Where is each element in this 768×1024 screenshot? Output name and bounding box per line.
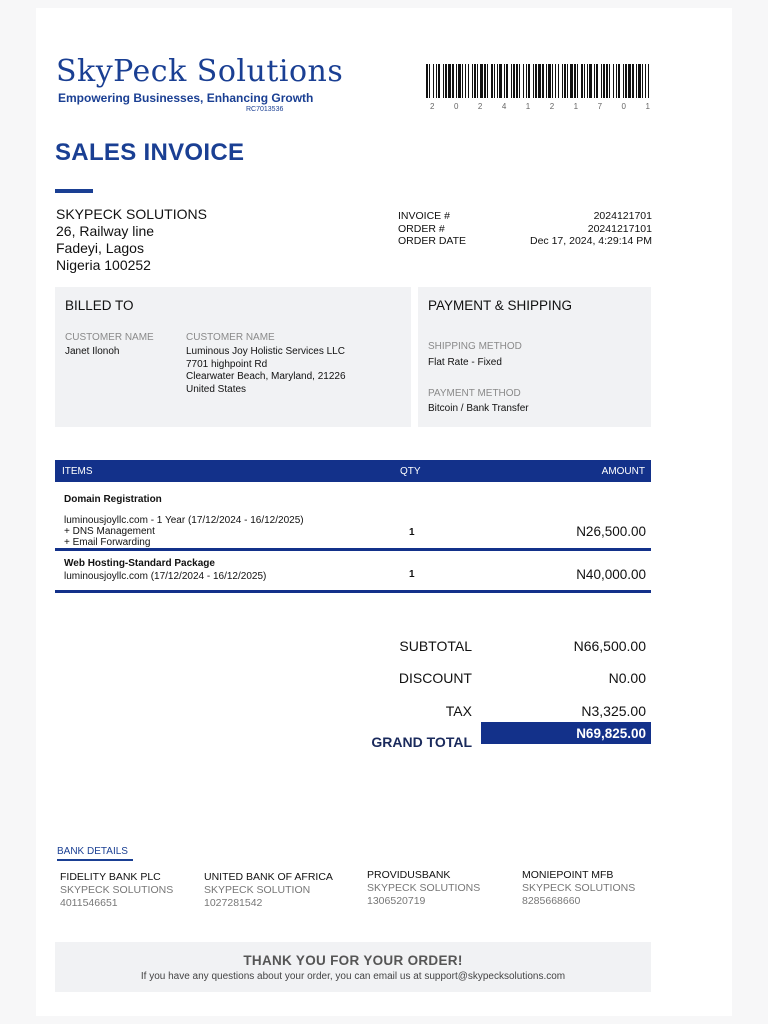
amount-column-header: AMOUNT — [601, 466, 645, 477]
barcode-bar — [533, 64, 534, 98]
item-description-line: + Email Forwarding — [64, 537, 151, 548]
barcode-bar — [429, 64, 430, 98]
barcode-digit: 7 — [597, 102, 603, 111]
item-description-line: luminousjoyllc.com (17/12/2024 - 16/12/2025) — [64, 571, 267, 582]
barcode-bar — [513, 64, 515, 98]
barcode-bar — [589, 64, 592, 98]
barcode-bar — [552, 64, 553, 98]
company-address-line: Nigeria 100252 — [56, 257, 151, 273]
item-description-line: luminousjoyllc.com - 1 Year (17/12/2024 - 16/12/2025) — [64, 515, 304, 526]
barcode-bar — [535, 64, 537, 98]
barcode-bar — [484, 64, 486, 98]
bank-account — [204, 871, 333, 910]
customer-address-line: 7701 highpoint Rd — [186, 358, 268, 370]
barcode-bar — [472, 64, 473, 98]
bank-account — [522, 869, 635, 908]
bank-name: UNITED BANK OF AFRICA — [204, 871, 333, 883]
item-description — [64, 515, 304, 548]
account-number: 1306520719 — [367, 895, 426, 907]
title-accent-bar — [55, 189, 93, 193]
barcode-digit: 4 — [501, 102, 507, 111]
item-amount: N40,000.00 — [576, 567, 646, 582]
barcode-bar — [623, 64, 624, 98]
item-amount: N26,500.00 — [576, 524, 646, 539]
barcode-bar — [609, 64, 610, 98]
barcode-bar — [458, 64, 461, 98]
barcode-bar — [625, 64, 627, 98]
barcode-bar — [616, 64, 617, 98]
billed-to-title: BILLED TO — [65, 298, 134, 313]
barcode-bar — [618, 64, 620, 98]
account-holder: SKYPECK SOLUTIONS — [60, 884, 174, 896]
qty-column-header: QTY — [400, 466, 421, 477]
barcode-digit: 1 — [573, 102, 579, 111]
shipping-method-label: SHIPPING METHOD — [428, 341, 522, 352]
barcode-bar — [497, 64, 498, 98]
account-holder: SKYPECK SOLUTION — [204, 884, 311, 896]
barcode-bar — [468, 64, 469, 98]
payment-shipping-panel — [418, 287, 651, 427]
barcode-bar — [581, 64, 583, 98]
account-holder: SKYPECK SOLUTIONS — [522, 882, 636, 894]
barcode-bar — [584, 64, 585, 98]
barcode-digit: 0 — [621, 102, 626, 111]
bank-account — [60, 871, 173, 910]
barcode-bar — [528, 64, 530, 98]
barcode-bar — [558, 64, 559, 98]
barcode-digit: 0 — [453, 102, 459, 111]
shipping-method: Flat Rate - Fixed — [428, 357, 502, 368]
item-description-line: + DNS Management — [64, 526, 155, 537]
barcode-digits — [430, 102, 650, 111]
barcode-bar — [506, 64, 508, 98]
company-logo-name: SkyPeck Solutions — [56, 54, 344, 89]
invoice-number: 2024121701 — [593, 210, 652, 222]
barcode-bar — [567, 64, 568, 98]
customer-address-line: Luminous Joy Holistic Services LLC — [186, 346, 345, 357]
barcode-bar — [474, 64, 476, 98]
barcode-bar — [548, 64, 551, 98]
table-row — [55, 486, 651, 546]
order-number: 20241217101 — [587, 222, 652, 235]
barcode-bar — [443, 64, 444, 98]
account-holder: SKYPECK SOLUTIONS — [367, 882, 481, 894]
barcode-bar — [601, 64, 602, 98]
payment-method-label: PAYMENT METHOD — [428, 388, 521, 399]
barcode-bar — [511, 64, 512, 98]
invoice-number-label: INVOICE # — [398, 210, 450, 222]
barcode-bar — [519, 64, 520, 98]
barcode — [426, 64, 650, 98]
barcode-bar — [491, 64, 493, 98]
barcode-bar — [426, 64, 428, 98]
barcode-bar — [594, 64, 595, 98]
support-note: If you have any questions about your order, you can email us at support@skypecksolutions.com — [140, 971, 566, 982]
barcode-digit: 1 — [525, 102, 531, 111]
customer-address — [186, 346, 346, 396]
subtotal-value: N66,500.00 — [573, 638, 646, 654]
table-bottom-border — [55, 590, 651, 593]
tax-label: TAX — [445, 703, 472, 719]
barcode-digit: 2 — [477, 102, 483, 111]
order-date-label: ORDER DATE — [398, 235, 467, 247]
subtotal-label: SUBTOTAL — [399, 638, 472, 654]
barcode-bar — [603, 64, 605, 98]
item-qty: 1 — [409, 569, 415, 580]
barcode-bar — [574, 64, 576, 98]
barcode-bar — [564, 64, 566, 98]
barcode-bar — [577, 64, 578, 98]
item-name: Web Hosting-Standard Package — [64, 558, 215, 569]
discount-label: DISCOUNT — [398, 670, 472, 686]
barcode-bar — [438, 64, 440, 98]
barcode-bar — [456, 64, 457, 98]
barcode-bar — [562, 64, 563, 98]
grand-total-box — [481, 722, 651, 744]
payment-method: Bitcoin / Bank Transfer — [428, 403, 529, 414]
barcode-bar — [452, 64, 454, 98]
barcode-bar — [526, 64, 527, 98]
barcode-bar — [504, 64, 505, 98]
barcode-bar — [638, 64, 641, 98]
row-divider — [55, 548, 651, 551]
company-tagline: Empowering Businesses, Enhancing Growth — [58, 91, 314, 105]
barcode-bar — [448, 64, 451, 98]
invoice-meta — [398, 210, 652, 248]
grand-total-value: N69,825.00 — [576, 726, 646, 741]
item-name: Domain Registration — [64, 494, 162, 505]
barcode-bar — [555, 64, 556, 98]
barcode-bar — [477, 64, 478, 98]
customer-address-line: Clearwater Beach, Maryland, 21226 — [186, 371, 346, 382]
items-table-header — [55, 460, 651, 482]
barcode-bar — [632, 64, 634, 98]
grand-total-label: GRAND TOTAL — [371, 734, 472, 750]
customer-name: Janet Ilonoh — [65, 346, 120, 357]
barcode-bar — [606, 64, 608, 98]
billed-to-panel — [55, 287, 411, 427]
account-number: 4011546651 — [60, 897, 118, 909]
barcode-digit: 2 — [430, 102, 435, 111]
items-column-header: ITEMS — [62, 466, 93, 477]
barcode-bar — [494, 64, 495, 98]
barcode-bar — [516, 64, 518, 98]
company-name: SKYPECK SOLUTIONS — [56, 206, 207, 222]
customer-name-label: CUSTOMER NAME — [65, 332, 154, 343]
barcode-bar — [436, 64, 437, 98]
barcode-bar — [462, 64, 463, 98]
bank-name: PROVIDUSBANK — [367, 869, 451, 881]
company-address-line: Fadeyi, Lagos — [56, 240, 144, 256]
barcode-bar — [645, 64, 646, 98]
barcode-bar — [613, 64, 614, 98]
barcode-bar — [636, 64, 637, 98]
barcode-bar — [487, 64, 488, 98]
item-qty: 1 — [409, 527, 415, 538]
barcode-bar — [538, 64, 541, 98]
company-address-line: 26, Railway line — [56, 223, 155, 239]
barcode-bar — [642, 64, 643, 98]
rc-number: RC7013536 — [246, 106, 284, 113]
account-number: 8285668660 — [522, 895, 581, 907]
page-title: SALES INVOICE — [55, 139, 245, 166]
barcode-bar — [596, 64, 598, 98]
thank-you-footer — [55, 942, 651, 992]
order-number-label: ORDER # — [398, 222, 445, 235]
table-row — [55, 552, 651, 586]
bank-name: FIDELITY BANK PLC — [60, 871, 161, 883]
barcode-bar — [546, 64, 547, 98]
barcode-bar — [523, 64, 524, 98]
barcode-bar — [628, 64, 631, 98]
order-date: Dec 17, 2024, 4:29:14 PM — [530, 235, 652, 247]
bank-details-title: BANK DETAILS — [57, 846, 128, 857]
barcode-bar — [542, 64, 544, 98]
barcode-digit: 1 — [645, 102, 650, 111]
thank-you-message: THANK YOU FOR YOUR ORDER! — [243, 953, 463, 968]
bank-name: MONIEPOINT MFB — [522, 869, 614, 881]
bank-details-underline — [57, 859, 133, 861]
customer-company-label: CUSTOMER NAME — [186, 332, 275, 343]
discount-value: N0.00 — [608, 670, 646, 686]
account-number: 1027281542 — [204, 897, 263, 909]
tax-value: N3,325.00 — [581, 703, 646, 719]
bank-account — [367, 869, 480, 908]
barcode-bar — [445, 64, 447, 98]
barcode-bar — [465, 64, 466, 98]
barcode-bar — [587, 64, 588, 98]
barcode-digit: 2 — [549, 102, 555, 111]
barcode-bar — [433, 64, 434, 98]
barcode-bar — [570, 64, 573, 98]
barcode-bar — [499, 64, 502, 98]
company-address — [56, 206, 207, 274]
barcode-bar — [480, 64, 483, 98]
barcode-bar — [648, 64, 649, 98]
payment-shipping-title: PAYMENT & SHIPPING — [428, 298, 573, 313]
customer-address-line: United States — [186, 383, 247, 395]
